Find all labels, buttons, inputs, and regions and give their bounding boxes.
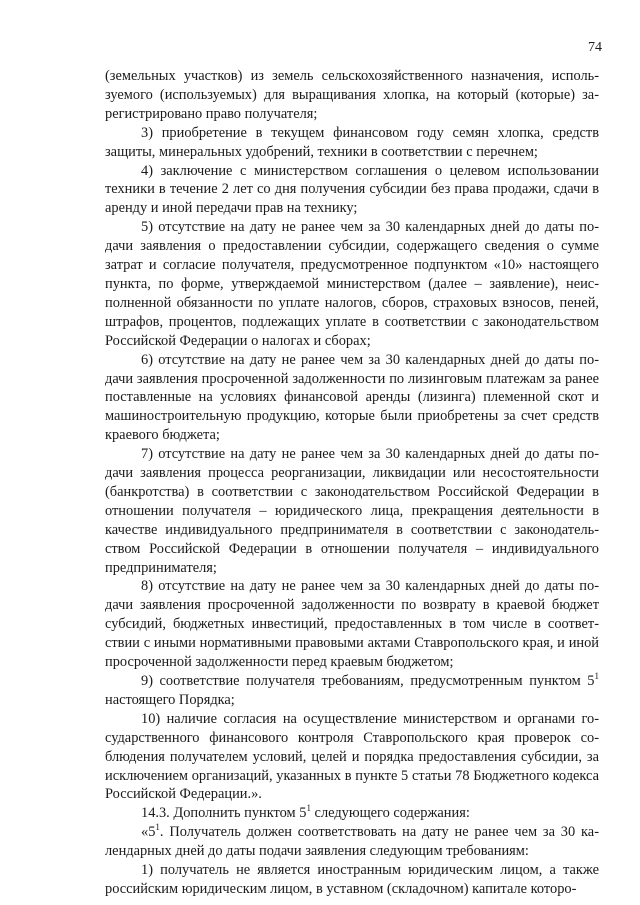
page-number: 74: [588, 40, 602, 55]
paragraph-item-7: 7) отсутствие на дату не ранее чем за 30 календарных дней до даты подачи заявления процесса реорганизации, ликвидации или несостоятельности (банкротства) в соответствии с законодательством Российской Федерации в отношении получателя – юридического лица, прекращения деятельности в качестве индивидуального предпринимателя в соответствии с законодательством Российской Федерации в отношении получателя – индивидуального предпринимателя;: [105, 446, 599, 576]
paragraph-item-9-text: 9) соответствие получателя требованиям, предусмотренным пунктом 5: [141, 673, 595, 689]
point-5-1-text-after: . Получатель должен соответствовать на дату не ранее чем за 30 календарных дней до даты подачи заявления следующим требованиям:: [105, 824, 599, 860]
paragraph-section-14-3: [105, 804, 599, 823]
paragraph-item-9-text-after: настоящего Порядка;: [105, 691, 235, 708]
paragraph-item-10: 10) наличие согласия на осуществление министерством и органами государственного финансового контроля Ставропольского края проверок соблюдения получателем условий, целей и порядка предоставления субсидии, за исключением организаций, указанных в пункте 5 статьи 78 Бюджетного кодекса Российской Федерации.».: [105, 710, 599, 803]
paragraph-point-5-1: [105, 823, 599, 861]
point-5-1-text: «5: [141, 824, 156, 841]
paragraph-item-9: [105, 672, 599, 710]
paragraph-item-3: 3) приобретение в текущем финансовом году семян хлопка, средств защиты, минеральных удобрений, техники в соответствии с перечнем;: [105, 124, 599, 160]
superscript: 1: [594, 671, 599, 682]
section-14-3-text-after: следующего содержания:: [310, 805, 470, 822]
paragraph-land-plots: (земельных участков) из земель сельскохозяйственного назначения, используемого (используемых) для выращивания хлопка, на который (которые) зарегистрировано право получателя;: [105, 68, 599, 122]
paragraph-item-8: 8) отсутствие на дату не ранее чем за 30 календарных дней до даты подачи заявления просроченной задолженности по возврату в краевой бюджет субсидий, бюджетных инвестиций, предоставленных в том числе в соответствии с иными нормативными правовыми актами Ставропольского края, и иной просроченной задолженности перед краевым бюджетом;: [105, 578, 599, 671]
document-body: [105, 67, 599, 899]
paragraph-requirement-1: 1) получатель не является иностранным юридическим лицом, а также российским юридическим лицом, в уставном (складочном) капитале которо-: [105, 862, 599, 897]
paragraph-item-5: 5) отсутствие на дату не ранее чем за 30 календарных дней до даты подачи заявления о предоставлении субсидии, содержащего сведения о сумме затрат и согласие получателя, предусмотренное подпунктом «10» настоящего пункта, по форме, утверждаемой министерством (далее – заявление), неисполненной обязанности по уплате налогов, сборов, страховых взносов, пеней, штрафов, процентов, подлежащих уплате в соответствии с законодательством Российской Федерации о налогах и сборах;: [105, 219, 599, 349]
paragraph-item-6: 6) отсутствие на дату не ранее чем за 30 календарных дней до даты подачи заявления просроченной задолженности по лизинговым платежам за ранее поставленные на условиях финансовой аренды (лизинга) племенной скот и машиностроительную продукцию, которые были приобретены за счет средств краевого бюджета;: [105, 351, 599, 444]
section-14-3-text: 14.3. Дополнить пунктом 5: [141, 805, 307, 822]
superscript: 1: [306, 803, 311, 814]
superscript: 1: [155, 822, 160, 833]
paragraph-item-4: 4) заключение с министерством соглашения о целевом использовании техники в течение 2 лет со дня получения субсидии без права продажи, сдачи в аренду и иной передачи прав на технику;: [105, 162, 599, 217]
